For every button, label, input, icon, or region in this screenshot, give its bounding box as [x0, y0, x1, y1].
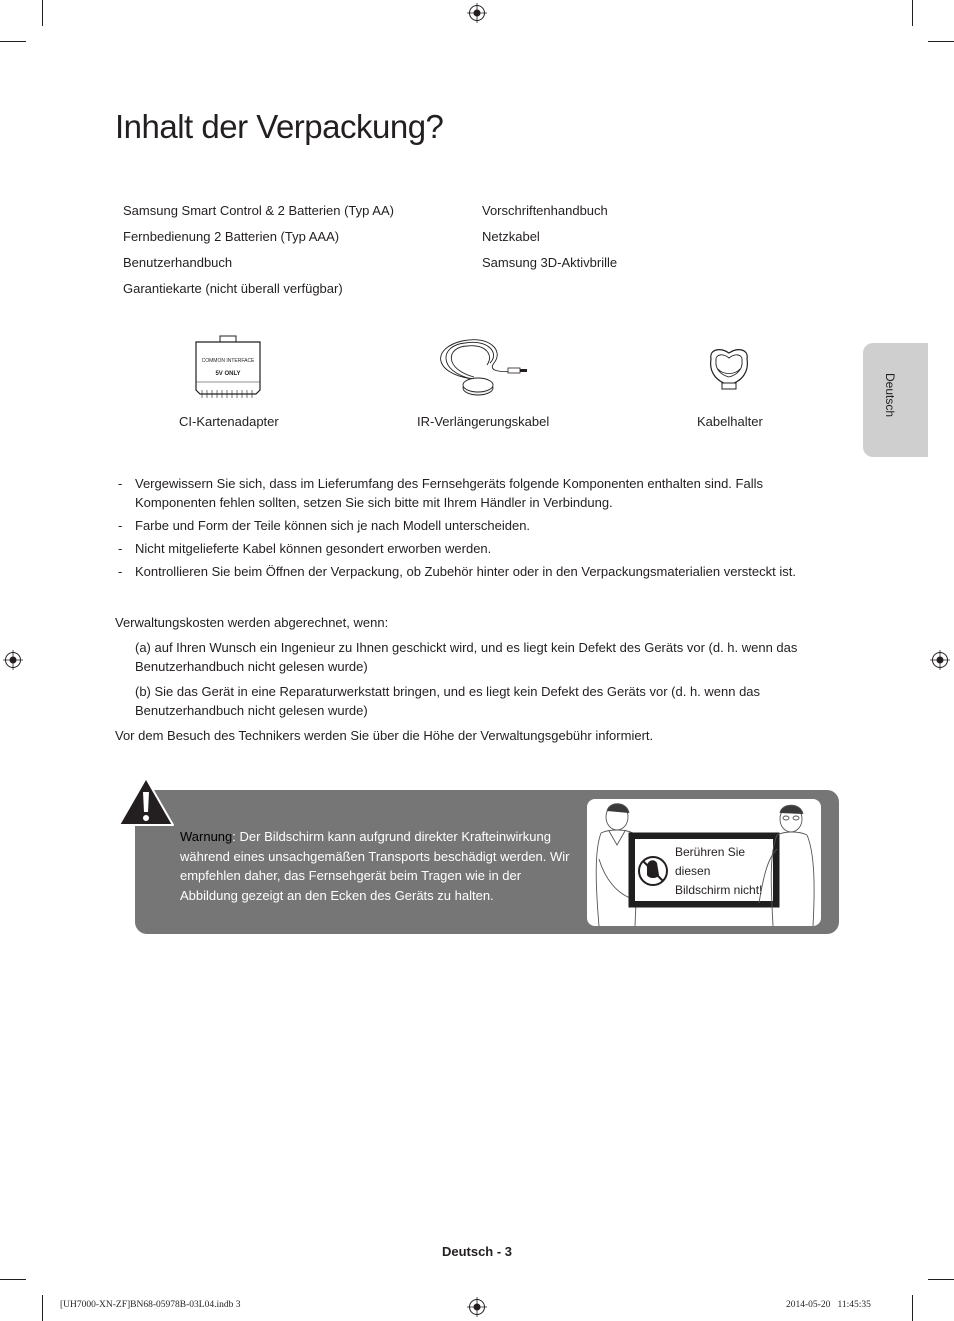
- crop-mark: [42, 1295, 43, 1321]
- crop-mark: [912, 1295, 913, 1321]
- admin-costs-section: [115, 613, 815, 751]
- warning-label: Warnung: [180, 829, 233, 844]
- note-dash: -: [118, 564, 123, 579]
- note-item: [115, 474, 825, 512]
- list-item: Samsung Smart Control & 2 Batterien (Typ AA): [123, 203, 394, 218]
- warning-triangle-icon: [117, 776, 175, 828]
- note-item: [115, 516, 825, 535]
- crop-mark: [928, 1279, 954, 1280]
- language-tab-label: Deutsch: [883, 373, 897, 418]
- note-dash: -: [118, 541, 123, 556]
- note-text: Nicht mitgelieferte Kabel können gesondert erworben werden.: [135, 541, 492, 556]
- note-text: Vergewissern Sie sich, dass im Lieferumfang des Fernsehgeräts folgende Komponenten enthalten sind. Falls Komponenten fehlen sollten, setzen Sie sich bitte mit Ihrem Händler in Verbindung.: [135, 476, 763, 510]
- registration-mark-icon: [3, 650, 23, 670]
- ci-card-print-line1: COMMON INTERFACE: [201, 358, 255, 364]
- note-item: [115, 539, 825, 558]
- note-text: Kontrollieren Sie beim Öffnen der Verpackung, ob Zubehör hinter oder in den Verpackungsmaterialien versteckt ist.: [135, 564, 796, 579]
- print-slug-right: 2014-05-20 11:45:35: [786, 1300, 871, 1310]
- page-title: Inhalt der Verpackung?: [115, 108, 444, 145]
- admin-intro: Verwaltungskosten werden abgerechnet, wenn:: [115, 615, 389, 630]
- list-item: Samsung 3D-Aktivbrille: [482, 255, 618, 270]
- registration-mark-icon: [467, 1297, 487, 1317]
- list-item: Garantiekarte (nicht überall verfügbar): [123, 281, 343, 296]
- screen-text-line: Bildschirm nicht!: [675, 883, 763, 897]
- list-item: Fernbedienung 2 Batterien (Typ AAA): [123, 229, 340, 244]
- admin-item-b: (b) Sie das Gerät in eine Reparaturwerkstatt bringen, und es liegt kein Defekt des Geräts vor (d. h. wenn das Benutzerhandbuch nicht gelesen wurde): [135, 684, 761, 718]
- ci-card-print-line2: 5V ONLY: [215, 371, 241, 377]
- crop-mark: [928, 41, 954, 42]
- contents-list-right: [482, 202, 617, 280]
- accessory-label: CI-Kartenadapter: [179, 414, 279, 429]
- note-item: [115, 562, 825, 581]
- print-slug-left: [UH7000-XN-ZF]BN68-05978B-03L04.indb 3: [60, 1300, 241, 1310]
- tv-carrying-illustration: [587, 799, 821, 926]
- list-item: Netzkabel: [482, 229, 540, 244]
- admin-outro: Vor dem Besuch des Technikers werden Sie über die Höhe der Verwaltungsgebühr informiert.: [115, 728, 654, 743]
- crop-mark: [912, 0, 913, 26]
- do-not-touch-screen-text: [675, 843, 762, 900]
- admin-item-a: (a) auf Ihren Wunsch ein Ingenieur zu Ihnen geschickt wird, und es liegt kein Defekt des Geräts vor (d. h. wenn das Benutzerhandbuch nicht gelesen wurde): [135, 640, 798, 674]
- screen-text-line: Berühren Sie: [675, 845, 746, 859]
- ci-card-adapter-icon: [193, 334, 263, 402]
- crop-mark: [42, 0, 43, 26]
- crop-mark: [0, 41, 26, 42]
- accessory-label: IR-Verlängerungskabel: [417, 414, 550, 429]
- warning-text: [180, 827, 570, 905]
- list-item: Vorschriftenhandbuch: [482, 203, 608, 218]
- registration-mark-icon: [467, 3, 487, 23]
- ir-extender-cable-icon: [432, 333, 528, 403]
- registration-mark-icon: [930, 650, 950, 670]
- contents-list-left: [123, 202, 394, 306]
- note-text: Farbe und Form der Teile können sich je nach Modell unterscheiden.: [135, 518, 531, 533]
- list-item: Benutzerhandbuch: [123, 255, 233, 270]
- accessory-label: Kabelhalter: [697, 414, 763, 429]
- cable-holder-icon: [705, 345, 753, 393]
- note-dash: -: [118, 476, 123, 491]
- language-tab: [863, 343, 928, 457]
- note-dash: -: [118, 518, 123, 533]
- notes-list: [115, 474, 825, 585]
- page-footer: Deutsch - 3: [441, 1244, 513, 1259]
- crop-mark: [0, 1279, 26, 1280]
- warning-body: : Der Bildschirm kann aufgrund direkter Krafteinwirkung während eines unsachgemäßen Transports beschädigt werden. Wir empfehlen daher, das Fernsehgerät beim Tragen wie in der Abbildung gezeigt an den Ecken des Geräts zu halten.: [180, 829, 570, 903]
- screen-text-line: diesen: [675, 864, 711, 878]
